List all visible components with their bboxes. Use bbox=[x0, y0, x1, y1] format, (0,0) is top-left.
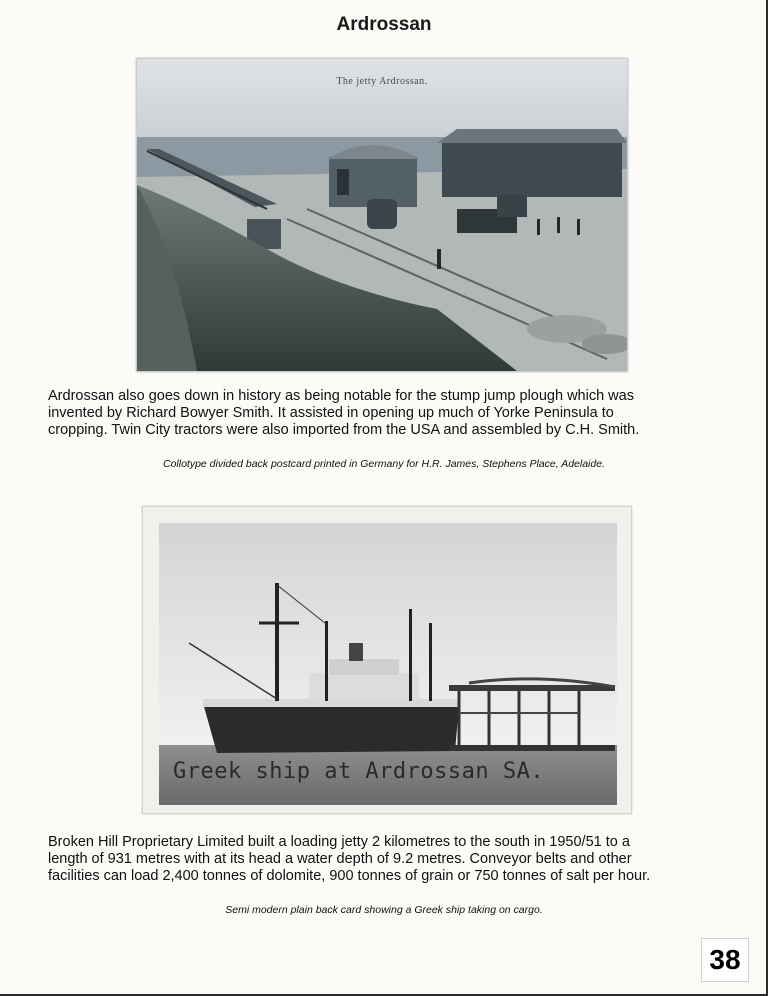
paragraph-plough bbox=[48, 388, 728, 439]
ship-postcard bbox=[142, 506, 632, 814]
jetty-postcard bbox=[136, 58, 628, 372]
text-line: length of 931 metres with at its head a water depth of 9.2 metres. Conveyor belts and other bbox=[48, 851, 632, 867]
card1-caption: The jetty Ardrossan. bbox=[336, 76, 428, 87]
handwritten-caption: Greek ship at Ardrossan SA. bbox=[173, 759, 545, 784]
card2-note: Semi modern plain back card showing a Greek ship taking on cargo. bbox=[225, 904, 543, 916]
text-line: invented by Richard Bowyer Smith. It assisted in opening up much of Yorke Peninsula to bbox=[48, 405, 614, 421]
paragraph-bhp-jetty bbox=[48, 834, 728, 885]
jetty-photo bbox=[137, 59, 627, 371]
text-line: facilities can load 2,400 tonnes of dolomite, 900 tonnes of grain or 750 tonnes of salt per hour. bbox=[48, 868, 651, 884]
text-line: cropping. Twin City tractors were also imported from the USA and assembled by C.H. Smith. bbox=[48, 422, 640, 438]
page-title: Ardrossan bbox=[336, 14, 432, 35]
page-number: 38 bbox=[701, 938, 749, 982]
text-line: Broken Hill Proprietary Limited built a loading jetty 2 kilometres to the south in 1950/51 to a bbox=[48, 834, 630, 850]
text-line: Ardrossan also goes down in history as being notable for the stump jump plough which was bbox=[48, 388, 634, 404]
card1-note: Collotype divided back postcard printed in Germany for H.R. James, Stephens Place, Adelaide. bbox=[162, 458, 605, 470]
